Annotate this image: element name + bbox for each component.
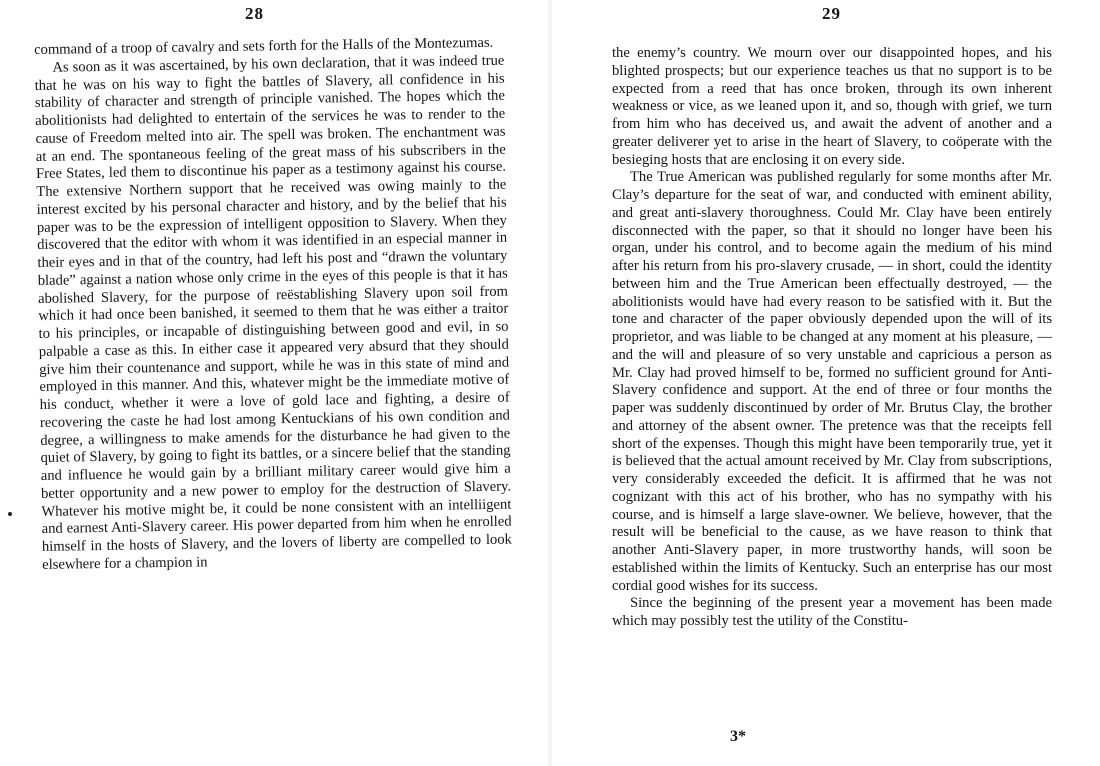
paragraph: the enemy’s country. We mourn over our disappointed hopes, and his blighted prospects; but our experience teaches us that no support is to be expected from a reed that has once broken, through its own inherent weakness or vice, as we leaned upon it, and so, though with grief, we turn from him who has deceived us, and await the advent of another and a greater deliverer yet to arise in the heart of Slavery, to coöperate with the besieging hosts that are enclosing it on every side. (612, 45, 1052, 168)
paragraph: The True American was published regularly for some months after Mr. Clay’s departure for the seat of war, and conducted with eminent ability, and great anti-slavery thoroughness. Could Mr. Clay have been entirely disconnected with the paper, so that it should no longer have been his organ, under his control, and to become again the medium of his mind after his return from his pro-slavery crusade, — in short, could the identity between him and the True American been effectually destroyed, — the abolitionists would have had every reason to be satisfied with it. But the tone and character of the paper obviously depended upon the will of its proprietor, and was liable to be changed at any moment at his pleasure, — and the will and pleasure of so very unstable and capricious a person as Mr. Clay had proved himself to be, formed no sufficient ground for Anti-Slavery confidence and support. At the end of three or four months the paper was suddenly discontinued by order of Mr. Brutus Clay, the brother and attorney of the absent owner. The pretence was that the receipts fell short of the expenses. Though this might have been temporarily true, yet it is believed that the actual amount received by Mr. Clay from subscriptions, very considerably exceeded the deficit. It is affirmed that he was not cognizant with this act of his brother, who has no sympathy with his course, and is himself a large slave-owner. We believe, however, that the result will be beneficial to the cause, as we have reason to think that another Anti-Slavery paper, in more trustworthy hands, will soon be established within the limits of Kentucky. Such an enterprise has our most cordial good wishes for its success. (612, 169, 1052, 594)
signature-mark: 3* (730, 728, 746, 745)
paragraph: As soon as it was ascertained, by his own declaration, that it was indeed true that he was on his way to fight the battles of Slavery, all confidence in his stability of character and strength of principle vanished. The hopes which the abolitionists had delighted to entertain of the services he was to render to the cause of Freedom melted into air. The spell was broken. The enchantment was at an end. The spontaneous feeling of the great mass of his subscribers in the Free States, led them to discontinue his paper as a testimony against his course. The extensive Northern support that he received was owing mainly to the interest excited by his personal character and history, and by the belief that his paper was to be the expression of intelligent opposition to Slavery. When they discovered that the editor with whom it was identified in an especial manner in their eyes and in that of the country, had left his post and “drawn the voluntary blade” against a nation whose only crime in the eyes of this people is that it has abolished Slavery, for the purpose of reëstablishing Slavery upon soil from which it had once been banished, it seemed to them that he was either a traitor to his principles, or incapable of distinguishing between good and evil, in so palpable a case as this. In either case it appeared very absurd that they should give him their countenance and support, while he was in this state of mind and employed in this manner. And this, whatever might be the immediate motive of his conduct, whether it were a love of gold lace and fighting, a desire of recovering the caste he had lost among Kentuckians of his own condition and degree, a willingness to make amends for the disturbance he had given to the quiet of Slavery, by going to fight its battles, or a sincere belief that the standing and influence he would gain by a brilliant military career would give him a better opportunity and a new power to employ for the destruction of Slavery. Whatever his motive might be, it could be none consistent with an intelliigent and earnest Anti-Slavery career. His power departed from him when he enrolled himself in the hosts of Slavery, and the lovers of liberty are compelled to look elsewhere for a champion in (34, 52, 512, 573)
right-page (552, 0, 1100, 766)
ink-speck (8, 512, 12, 516)
paragraph: command of a troop of cavalry and sets forth for the Halls of the Montezumas. (34, 34, 494, 58)
page-number-left: 28 (245, 4, 264, 23)
left-page (0, 0, 548, 766)
paragraph: Since the beginning of the present year a movement has been made which may possibly test the utility of the Constitu- (612, 595, 1052, 629)
right-page-text (612, 45, 1052, 631)
left-page-text (34, 35, 512, 575)
page-number-right: 29 (822, 4, 841, 23)
